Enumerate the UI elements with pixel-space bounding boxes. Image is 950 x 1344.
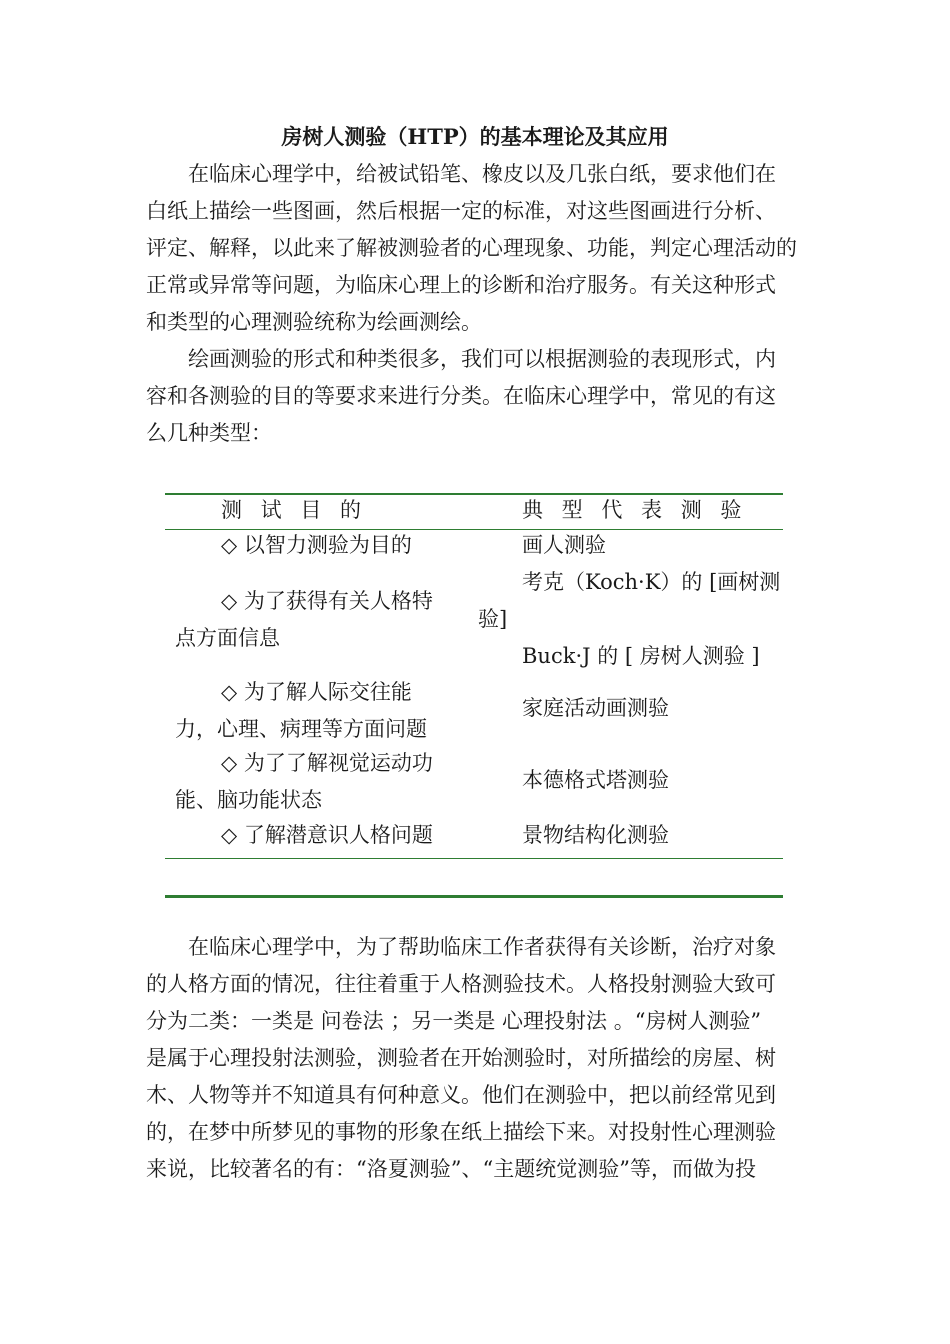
text-line: 和类型的心理测验统称为绘画测绘。 bbox=[146, 310, 482, 334]
text-line: 么几种类型： bbox=[146, 421, 272, 445]
paragraph-intro bbox=[146, 156, 808, 341]
text-line: 在临床心理学中，给被试铅笔、橡皮以及几张白纸，要求他们在 bbox=[188, 162, 776, 186]
table-cell-test: 家庭活动画测验 bbox=[522, 696, 669, 720]
text-line: 分为二类：一类是 问卷法 ；另一类是 心理投射法 。“房树人测验” bbox=[146, 1009, 762, 1033]
table-cell-purpose: ◇ 为了解人际交往能 bbox=[221, 680, 412, 704]
table-cell-test: Buck·J 的 [ 房树人测验 ] bbox=[522, 644, 760, 668]
text-line: 在临床心理学中，为了帮助临床工作者获得有关诊断，治疗对象 bbox=[188, 935, 776, 959]
text-line: 的，在梦中所梦见的事物的形象在纸上描绘下来。对投射性心理测验 bbox=[146, 1120, 776, 1144]
table-extra-rule bbox=[165, 895, 783, 898]
text-line: 木、人物等并不知道具有何种意义。他们在测验中，把以前经常见到 bbox=[146, 1083, 776, 1107]
paragraph-projective bbox=[146, 929, 808, 1188]
table-bottom-rule bbox=[165, 858, 783, 859]
text-line: 是属于心理投射法测验，测验者在开始测验时，对所描绘的房屋、树 bbox=[146, 1046, 776, 1070]
table-cell-purpose: ◇ 为了获得有关人格特 bbox=[221, 589, 433, 613]
table-cell-purpose: ◇ 了解潜意识人格问题 bbox=[221, 823, 433, 847]
table-cell-purpose: ◇ 为了了解视觉运动功 bbox=[221, 751, 433, 775]
table-cell-test: 景物结构化测验 bbox=[522, 823, 669, 847]
table-header-purpose: 测 试 目 的 bbox=[221, 498, 368, 522]
table-cell-purpose: 能、脑功能状态 bbox=[175, 788, 322, 812]
paragraph-types bbox=[146, 341, 808, 452]
text-line: 容和各测验的目的等要求来进行分类。在临床心理学中，常见的有这 bbox=[146, 384, 776, 408]
document-title: 房树人测验（HTP）的基本理论及其应用 bbox=[281, 124, 669, 149]
table-cell-purpose: 力，心理、病理等方面问题 bbox=[175, 717, 427, 741]
table-cell-purpose: 点方面信息 bbox=[175, 626, 280, 650]
table-cell-purpose: ◇ 以智力测验为目的 bbox=[221, 533, 412, 557]
text-line: 绘画测验的形式和种类很多，我们可以根据测验的表现形式，内 bbox=[188, 347, 776, 371]
table-cell-test: 验] bbox=[478, 607, 508, 631]
text-line: 评定、解释，以此来了解被测验者的心理现象、功能，判定心理活动的 bbox=[146, 236, 797, 260]
table-cell-test: 本德格式塔测验 bbox=[522, 768, 669, 792]
text-line: 正常或异常等问题，为临床心理上的诊断和治疗服务。有关这种形式 bbox=[146, 273, 776, 297]
text-line: 白纸上描绘一些图画，然后根据一定的标准，对这些图画进行分析、 bbox=[146, 199, 776, 223]
text-line: 的人格方面的情况，往往着重于人格测验技术。人格投射测验大致可 bbox=[146, 972, 776, 996]
text-line: 来说，比较著名的有：“洛夏测验”、“主题统觉测验”等，而做为投 bbox=[146, 1157, 756, 1181]
table-cell-test: 考克（Koch·K）的 [画树测 bbox=[522, 570, 781, 594]
table-header-representative: 典 型 代 表 测 验 bbox=[522, 498, 748, 522]
table-cell-test: 画人测验 bbox=[522, 533, 606, 557]
